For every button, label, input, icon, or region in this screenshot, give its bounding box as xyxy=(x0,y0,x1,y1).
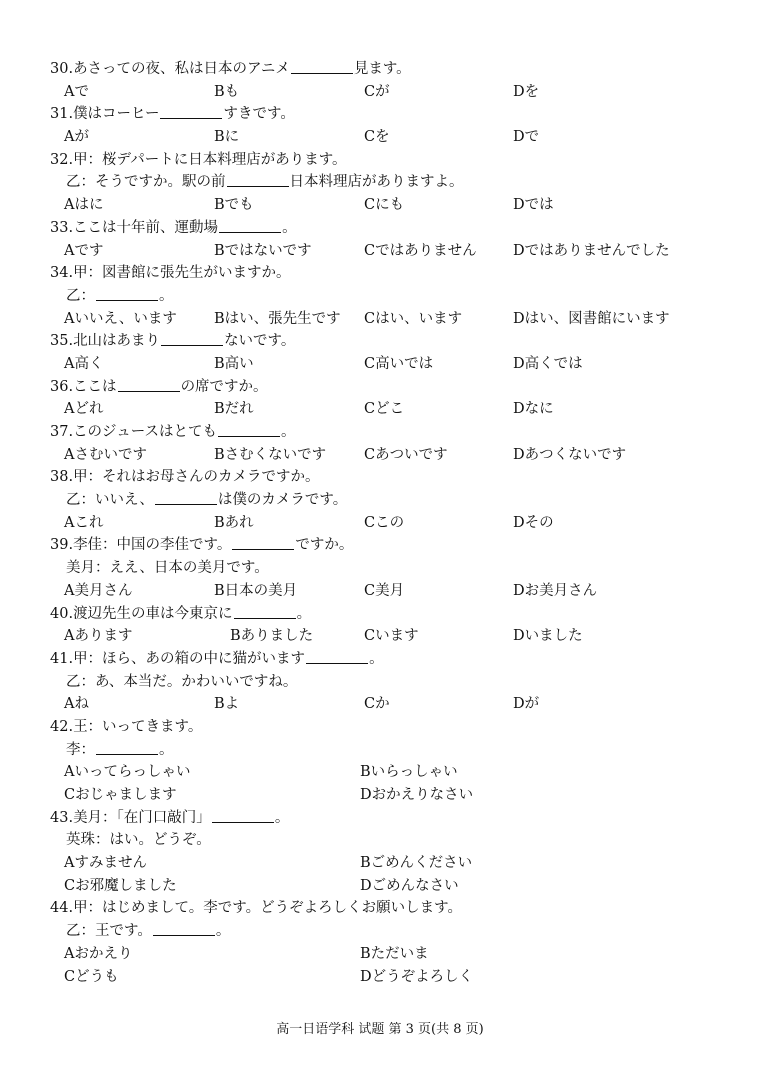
question-38 xyxy=(0,466,760,534)
question-text: 僕はコーヒー xyxy=(73,106,160,123)
question-text-after-blank: ですか。 xyxy=(295,537,354,554)
option-c: Cいます xyxy=(364,628,419,645)
question-number: 32. xyxy=(50,151,74,168)
option-c: Cお邪魔しました xyxy=(64,877,177,894)
option-b: Bただいま xyxy=(360,945,429,962)
question-34 xyxy=(0,262,760,330)
question-43 xyxy=(0,807,760,898)
option-d: Dその xyxy=(513,514,554,531)
question-text: 李： xyxy=(66,741,95,758)
question-36 xyxy=(0,376,760,421)
option-c: Cどうも xyxy=(64,968,119,985)
question-text: 乙：いいえ、 xyxy=(66,492,154,509)
question-44 xyxy=(0,897,760,988)
question-text: 英珠：はい。どうぞ。 xyxy=(66,832,211,849)
question-number: 36. xyxy=(50,378,74,395)
option-b: Bはい、張先生です xyxy=(214,310,341,327)
question-number: 35. xyxy=(50,333,74,350)
option-d: Dなに xyxy=(513,401,554,418)
answer-blank xyxy=(160,104,222,119)
question-text: あさっての夜、私は日本のアニメ xyxy=(73,61,290,77)
question-text-after-blank: ないです。 xyxy=(224,333,296,350)
question-text: 乙：あ、本当だ。かわいいですね。 xyxy=(66,673,298,690)
dialogue-line xyxy=(0,920,760,943)
question-stem xyxy=(0,603,760,626)
option-b: Bでも xyxy=(214,197,254,214)
dialogue-line xyxy=(0,489,760,512)
answer-blank xyxy=(291,59,353,74)
question-text-after-blank: すきです。 xyxy=(223,106,295,123)
option-a: Aが xyxy=(64,129,89,146)
answer-blank xyxy=(234,604,296,619)
options-row xyxy=(0,943,760,966)
option-d: Dお美月さん xyxy=(513,582,598,599)
question-39 xyxy=(0,534,760,602)
option-c: Cはい、います xyxy=(364,310,463,327)
option-b: Bよ xyxy=(214,696,240,713)
option-d: Dごめんなさい xyxy=(360,877,459,894)
option-a: Aで xyxy=(64,83,89,100)
question-number: 34. xyxy=(50,265,74,282)
question-text-after-blank: 。 xyxy=(159,741,174,758)
dialogue-line xyxy=(0,829,760,852)
option-a: Aです xyxy=(64,242,104,259)
options-row xyxy=(0,194,760,217)
option-d: Dいました xyxy=(513,628,583,645)
options-row xyxy=(0,353,760,376)
question-text: 北山はあまり xyxy=(73,333,161,350)
option-c: Cではありません xyxy=(364,242,477,259)
question-text: 李佳：中国の李佳です。 xyxy=(73,537,232,554)
options-row xyxy=(0,761,760,784)
options-row xyxy=(0,625,760,648)
option-c: C高いでは xyxy=(364,355,434,372)
question-text: 美月：ええ、日本の美月です。 xyxy=(66,560,269,577)
answer-blank xyxy=(161,331,223,346)
question-number: 31. xyxy=(50,106,74,123)
question-number: 41. xyxy=(50,650,74,667)
question-text: 甲：ほら、あの箱の中に猫がいます xyxy=(73,650,306,667)
option-b: Bではないです xyxy=(214,242,312,259)
answer-blank xyxy=(96,286,158,301)
option-b: Bだれ xyxy=(214,401,254,418)
question-stem xyxy=(0,897,760,920)
answer-blank xyxy=(227,172,289,187)
question-text-after-blank: 。 xyxy=(274,809,290,826)
answer-blank xyxy=(232,535,294,550)
answer-blank xyxy=(218,422,280,437)
question-text: 乙：王です。 xyxy=(66,923,152,940)
question-text-after-blank: の席ですか。 xyxy=(180,378,268,395)
option-a: Aいってらっしゃい xyxy=(64,764,191,781)
question-stem xyxy=(0,217,760,240)
option-d: Dで xyxy=(513,129,540,146)
question-33 xyxy=(0,217,760,262)
option-d: Dが xyxy=(513,696,540,713)
option-a: Aどれ xyxy=(64,401,104,418)
option-c: Cどこ xyxy=(364,401,405,418)
option-c: Cこの xyxy=(364,514,405,531)
question-stem xyxy=(0,807,760,830)
question-text-after-blank: 。 xyxy=(159,287,174,304)
question-text: 甲：それはお母さんのカメラですか。 xyxy=(73,469,320,486)
question-number: 40. xyxy=(50,605,74,622)
options-row xyxy=(0,81,760,104)
option-d: Dではありませんでした xyxy=(513,242,670,259)
question-text: 美月：「在门口敲门」 xyxy=(73,809,211,826)
dialogue-line xyxy=(0,739,760,762)
question-31 xyxy=(0,103,760,148)
dialogue-line xyxy=(0,671,760,694)
question-41 xyxy=(0,648,760,716)
question-text-after-blank: 。 xyxy=(369,650,384,667)
question-number: 44. xyxy=(50,900,74,917)
option-a: Aね xyxy=(64,696,89,713)
option-b: Bごめんください xyxy=(360,855,473,872)
answer-blank xyxy=(212,808,274,823)
option-a: Aすみません xyxy=(64,855,147,872)
options-row xyxy=(0,444,760,467)
options-row xyxy=(0,966,760,989)
option-a: A美月さん xyxy=(64,582,133,599)
option-b: Bいらっしゃい xyxy=(360,764,458,781)
option-a: Aこれ xyxy=(64,514,104,531)
question-37 xyxy=(0,421,760,466)
question-text-after-blank: 。 xyxy=(215,923,231,940)
question-number: 30. xyxy=(50,61,74,77)
answer-blank xyxy=(153,921,215,936)
options-row xyxy=(0,240,760,263)
option-c: Cか xyxy=(364,696,390,713)
option-b: B日本の美月 xyxy=(214,582,298,599)
question-number: 38. xyxy=(50,469,74,486)
option-b: Bありました xyxy=(230,628,314,645)
options-row xyxy=(0,693,760,716)
question-text: このジュースはとても xyxy=(73,424,218,440)
options-row xyxy=(0,875,760,898)
question-text-after-blank: 。 xyxy=(296,605,312,622)
answer-blank xyxy=(96,740,158,755)
question-number: 43. xyxy=(50,809,74,826)
option-c: Cを xyxy=(364,129,390,146)
option-c: Cにも xyxy=(364,197,405,214)
question-stem xyxy=(0,58,760,81)
option-b: Bさむくないです xyxy=(214,446,327,463)
option-a: A高く xyxy=(64,355,104,372)
dialogue-line xyxy=(0,285,760,308)
question-text: 甲：はじめまして。李です。どうぞよろしくお願いします。 xyxy=(73,900,462,917)
answer-blank xyxy=(219,218,281,233)
question-35 xyxy=(0,330,760,375)
option-b: B高い xyxy=(214,355,254,372)
question-stem xyxy=(0,648,760,671)
answer-blank xyxy=(306,649,368,664)
option-a: Aはに xyxy=(64,197,104,214)
question-stem xyxy=(0,466,760,489)
options-row xyxy=(0,398,760,421)
answer-blank xyxy=(155,490,217,505)
question-stem xyxy=(0,262,760,285)
option-d: Dあつくないです xyxy=(513,446,627,463)
question-text: 甲：桜デパートに日本料理店があります。 xyxy=(73,151,347,168)
exam-page xyxy=(0,58,760,988)
question-stem xyxy=(0,534,760,557)
question-text: 渡辺先生の車は今東京に xyxy=(73,605,233,622)
option-a: Aあります xyxy=(64,628,133,645)
options-row xyxy=(0,852,760,875)
option-c: C美月 xyxy=(364,582,405,599)
question-stem xyxy=(0,376,760,399)
question-text-after-blank: 日本料理店がありますよ。 xyxy=(289,174,464,191)
question-stem xyxy=(0,149,760,172)
question-text-after-blank: は僕のカメラです。 xyxy=(217,492,348,509)
question-stem xyxy=(0,421,760,444)
question-30 xyxy=(0,58,760,103)
options-row xyxy=(0,126,760,149)
question-42 xyxy=(0,716,760,807)
option-c: Cが xyxy=(364,83,390,100)
options-row xyxy=(0,512,760,535)
question-text-after-blank: 。 xyxy=(281,424,296,440)
option-d: Dおかえりなさい xyxy=(360,787,474,803)
dialogue-line xyxy=(0,171,760,194)
option-d: Dはい、図書館にいます xyxy=(513,310,670,327)
question-text: ここは xyxy=(73,378,117,395)
answer-blank xyxy=(118,377,180,392)
page-footer: 高一日语学科 试题 第 3 页(共 8 页) xyxy=(276,1022,484,1037)
option-b: Bあれ xyxy=(214,514,254,531)
option-d: Dでは xyxy=(513,197,554,214)
question-text-after-blank: 。 xyxy=(282,219,297,236)
option-c: Cおじゃまします xyxy=(64,787,177,803)
question-number: 42. xyxy=(50,718,74,735)
question-number: 33. xyxy=(50,219,74,236)
option-d: Dどうぞよろしく xyxy=(360,968,474,985)
question-text-after-blank: 見ます。 xyxy=(353,61,411,77)
question-number: 39. xyxy=(50,537,74,554)
option-a: Aさむいです xyxy=(64,446,147,463)
question-text: 甲：図書館に張先生がいますか。 xyxy=(73,265,291,282)
question-text: 乙：そうですか。駅の前 xyxy=(66,174,226,191)
question-32 xyxy=(0,149,760,217)
option-a: Aいいえ、います xyxy=(64,310,177,327)
option-b: Bに xyxy=(214,129,240,146)
options-row xyxy=(0,308,760,331)
option-d: D高くでは xyxy=(513,355,583,372)
dialogue-line xyxy=(0,557,760,580)
question-text: 王：いってきます。 xyxy=(73,718,203,735)
option-a: Aおかえり xyxy=(64,945,133,962)
question-text: 乙： xyxy=(66,287,95,304)
options-row xyxy=(0,580,760,603)
question-stem xyxy=(0,330,760,353)
question-text: ここは十年前、運動場 xyxy=(73,219,219,236)
option-b: Bも xyxy=(214,83,240,100)
option-c: Cあついです xyxy=(364,446,448,463)
question-number: 37. xyxy=(50,424,74,440)
question-stem xyxy=(0,103,760,126)
question-stem xyxy=(0,716,760,739)
options-row xyxy=(0,784,760,807)
option-d: Dを xyxy=(513,83,540,100)
question-40 xyxy=(0,603,760,648)
